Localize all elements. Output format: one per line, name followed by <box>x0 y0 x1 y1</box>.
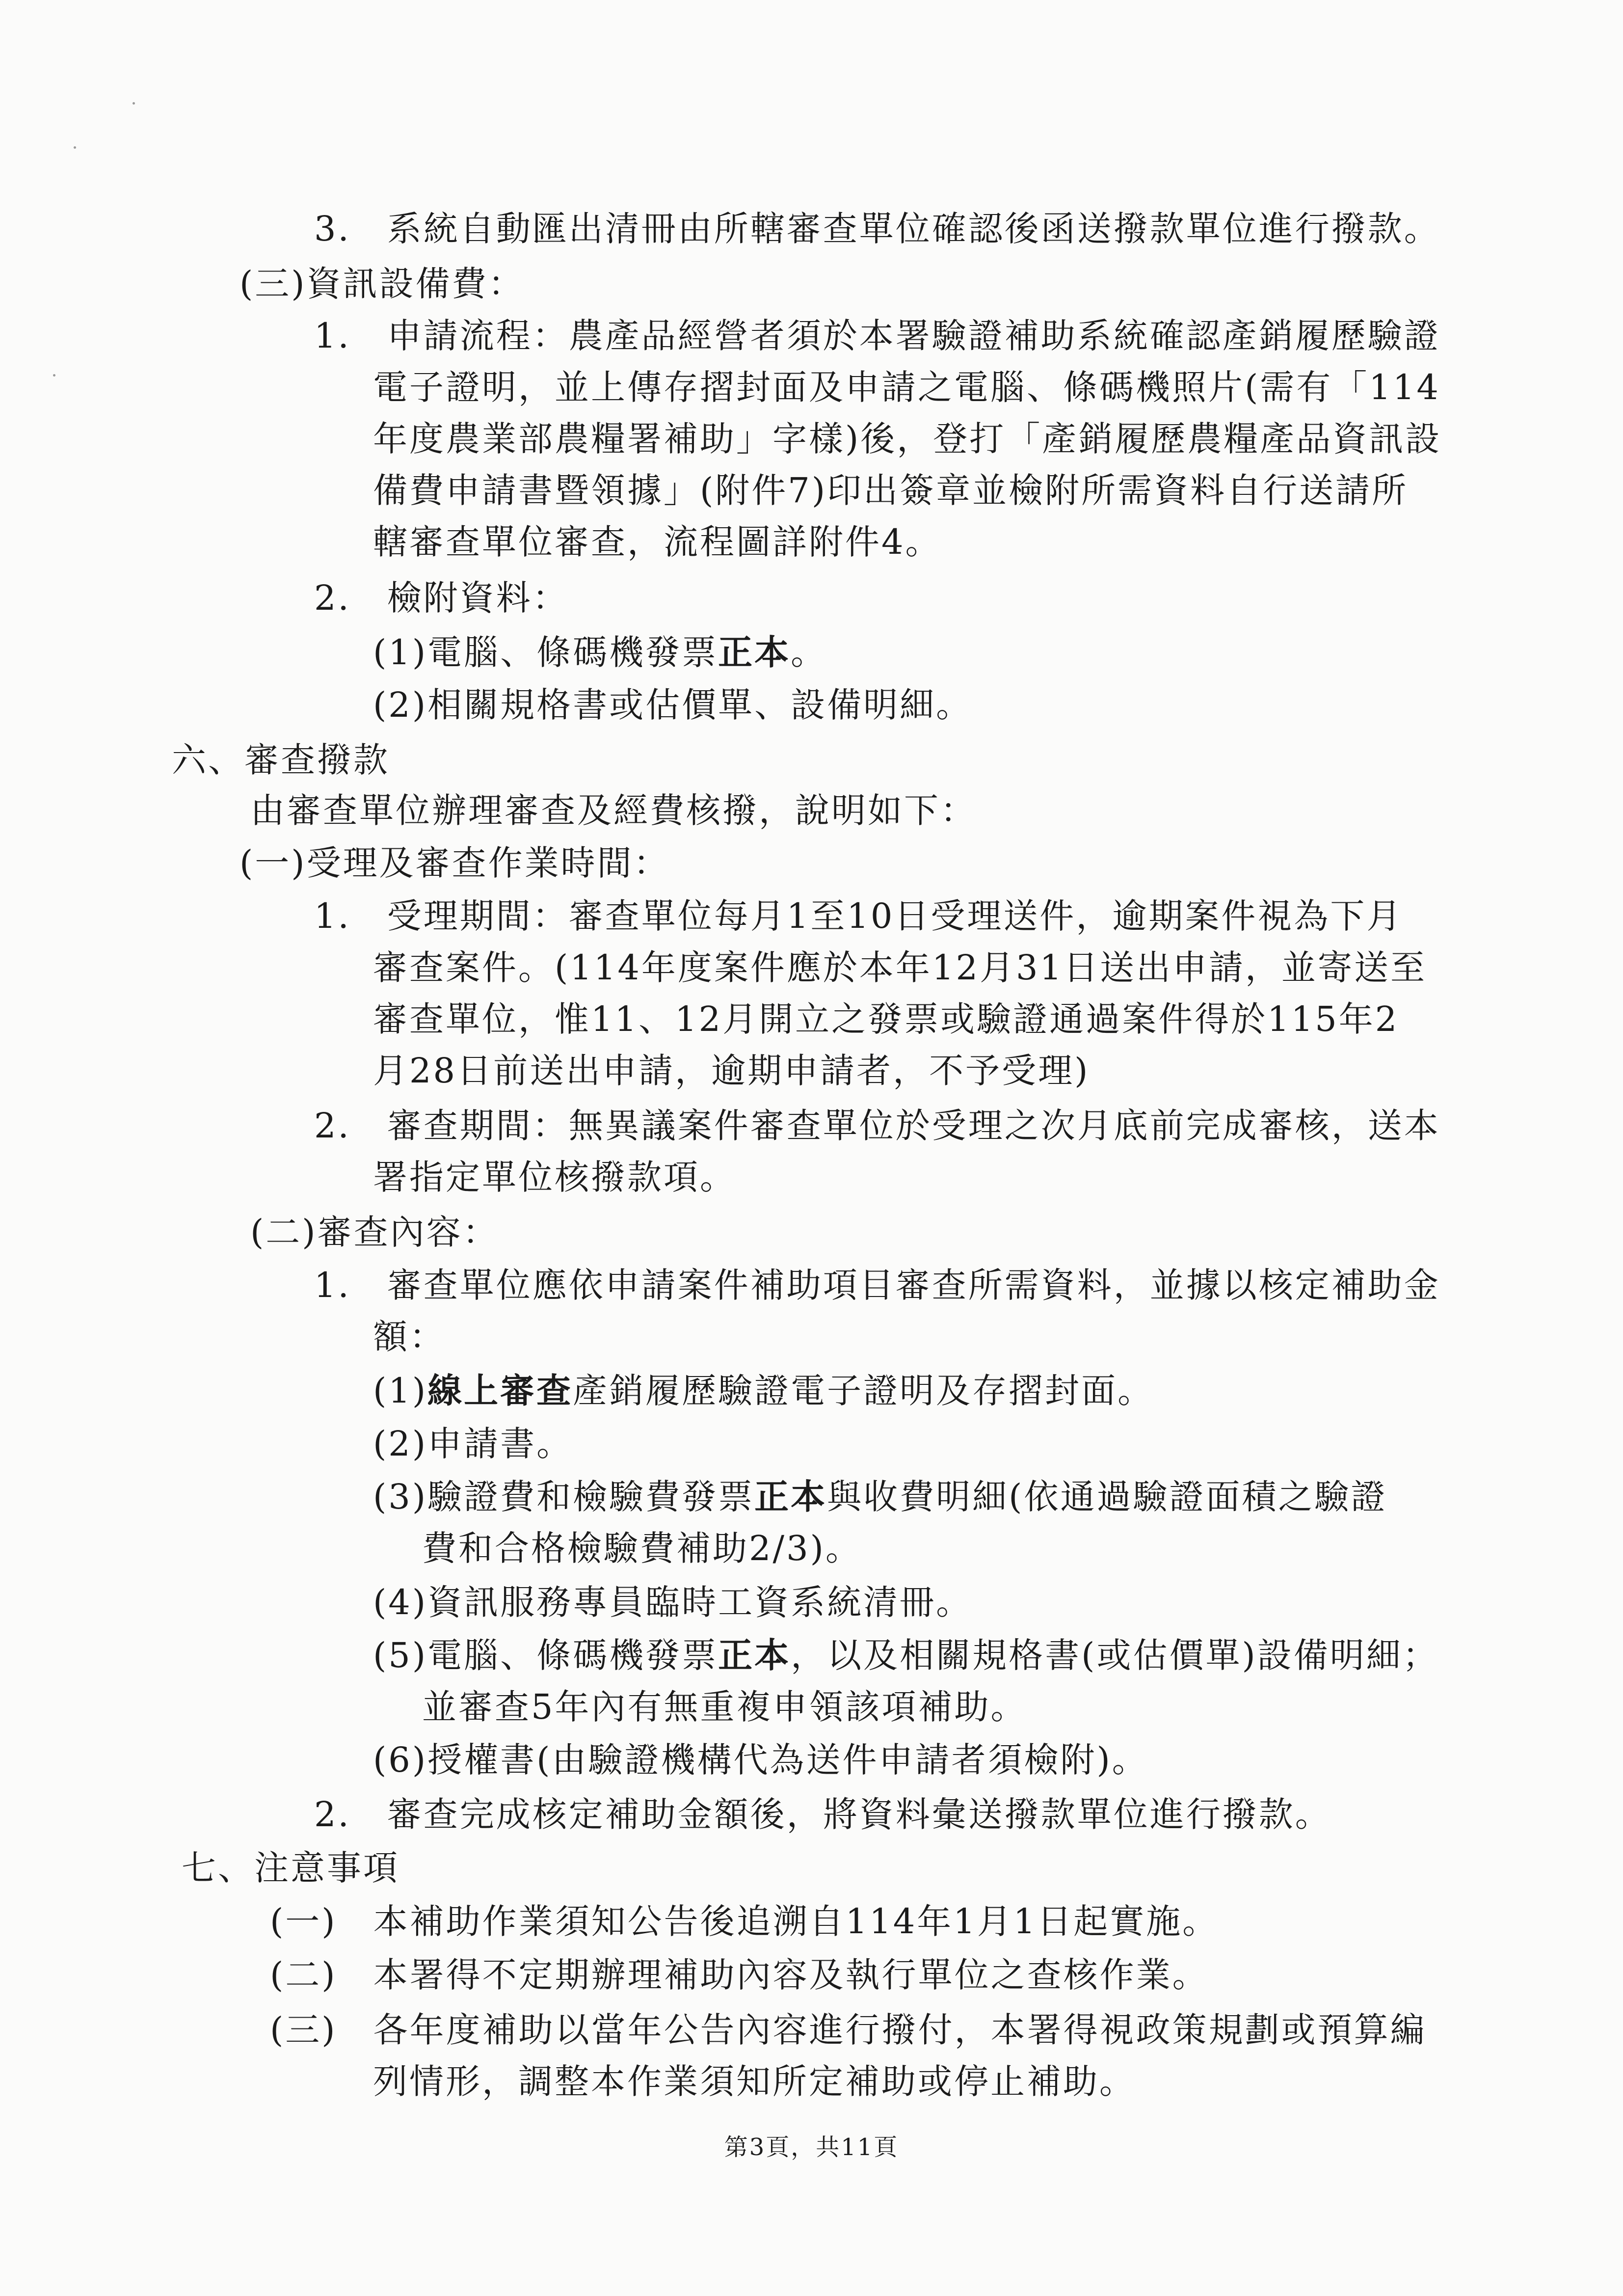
text-line: 1. 申請流程：農產品經營者須於本署驗證補助系統確認產銷履歷驗證 <box>314 316 1440 356</box>
scan-speck <box>53 374 55 377</box>
text-line: (4)資訊服務專員臨時工資系統清冊。 <box>373 1582 973 1622</box>
text-line: 3. 系統自動匯出清冊由所轄審查單位確認後函送撥款單位進行撥款。 <box>314 209 1440 249</box>
text-line: 由審查單位辦理審查及經費核撥，說明如下： <box>250 790 977 831</box>
text-line: (2)申請書。 <box>373 1424 573 1464</box>
text-line: (1)線上審查產銷履歷驗證電子證明及存摺封面。 <box>373 1370 1154 1411</box>
scan-speck <box>74 146 76 149</box>
text-line: 電子證明，並上傳存摺封面及申請之電腦、條碼機照片(需有「114 <box>373 367 1440 407</box>
text-line: 費和合格檢驗費補助2/3)。 <box>422 1528 862 1568</box>
text-line: 2. 檢附資料： <box>314 578 569 618</box>
page-number: 第3頁，共11頁 <box>724 2134 899 2161</box>
text-line: 2. 審查期間：無異議案件審查單位於受理之次月底前完成審核，送本 <box>314 1106 1440 1146</box>
text-line: 2. 審查完成核定補助金額後，將資料彙送撥款單位進行撥款。 <box>314 1794 1331 1835</box>
text-line: 轄審查單位審查，流程圖詳附件4。 <box>373 522 942 562</box>
text-line: (三) 各年度補助以當年公告內容進行撥付，本署得視政策規劃或預算編 <box>270 2010 1427 2050</box>
section-heading: (一)受理及審查作業時間： <box>239 843 670 883</box>
text-line: 列情形，調整本作業須知所定補助或停止補助。 <box>373 2061 1136 2102</box>
text-line: 並審查5年內有無重複申領該項補助。 <box>422 1687 1027 1727</box>
section-heading: 六、審查撥款 <box>172 740 390 780</box>
section-heading: (二)審查內容： <box>250 1212 499 1252</box>
text-line: (3)驗證費和檢驗費發票正本與收費明細(依通過驗證面積之驗證 <box>373 1476 1387 1517</box>
text-line: (5)電腦、條碼機發票正本，以及相關規格書(或估價單)設備明細； <box>373 1635 1439 1675</box>
text-line: (一) 本補助作業須知公告後追溯自114年1月1日起實施。 <box>270 1901 1219 1942</box>
text-line: (1)電腦、條碼機發票正本。 <box>373 632 827 673</box>
text-line: 備費申請書暨領據」(附件7)印出簽章並檢附所需資料自行送請所 <box>373 470 1409 511</box>
text-line: 額： <box>373 1317 446 1357</box>
section-heading: 七、注意事項 <box>182 1848 399 1888</box>
text-line: 1. 受理期間：審查單位每月1至10日受理送件，逾期案件視為下月 <box>314 896 1403 936</box>
text-line: 年度農業部農糧署補助」字樣)後，登打「產銷履歷農糧產品資訊設 <box>373 419 1442 459</box>
text-line: (6)授權書(由驗證機構代為送件申請者須檢附)。 <box>373 1740 1148 1780</box>
scan-speck <box>133 102 135 105</box>
text-line: (2)相關規格書或估價單、設備明細。 <box>373 685 973 725</box>
text-line: 月28日前送出申請，逾期申請者，不予受理) <box>373 1051 1090 1091</box>
text-line: 署指定單位核撥款項。 <box>373 1157 736 1197</box>
section-heading: (三)資訊設備費： <box>239 264 525 304</box>
text-line: (二) 本署得不定期辦理補助內容及執行單位之查核作業。 <box>270 1955 1209 1995</box>
text-line: 審查單位，惟11、12月開立之發票或驗證通過案件得於115年2 <box>373 999 1399 1039</box>
text-line: 1. 審查單位應依申請案件補助項目審查所需資料，並據以核定補助金 <box>314 1265 1440 1305</box>
text-line: 審查案件。(114年度案件應於本年12月31日送出申請，並寄送至 <box>373 947 1427 988</box>
